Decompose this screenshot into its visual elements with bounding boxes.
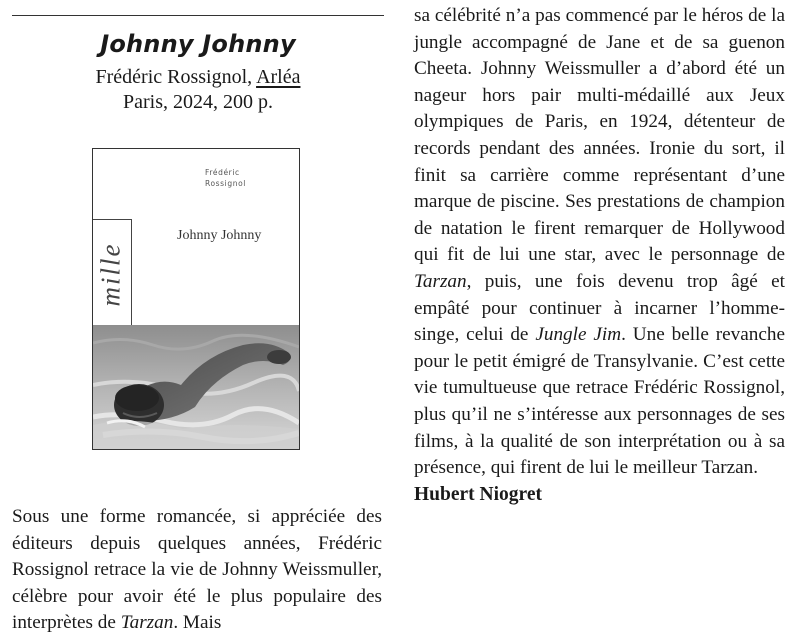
text-run: . Mais <box>173 612 222 634</box>
book-cover <box>92 148 300 450</box>
cover-series-label: mille <box>95 242 126 306</box>
swimmer-photo <box>93 325 299 449</box>
top-rule <box>12 15 384 16</box>
review-signature: Hubert Niogret <box>414 483 542 505</box>
italic-title: Jungle Jim <box>535 324 622 346</box>
cover-title: Johnny Johnny <box>177 228 262 243</box>
publisher-link[interactable]: Arléa <box>256 66 301 88</box>
review-body-left <box>12 504 382 637</box>
text-run: sa célébrité n’a pas commencé par le héros de la jungle accompagné de Jane et de sa guenon Cheeta. Johnny Weissmuller a d’abord été un nageur hors pair multi-médaillé aux Jeux olympiques de Paris, en 1924, détenteur de records pendant des années. Ironie du sort, il finit sa carrière comme représentant d’une marque de piscine. Ses prestations de champion de natation le firent remarquer de Hollywood qui fit de lui une star, avec le personnage de <box>414 5 785 266</box>
book-author-publisher <box>12 65 384 90</box>
text-run: . Une belle revanche pour le petit émigré de Transylvanie. C’est cette vie tumultueuse que retrace Frédéric Rossignol, plus qu’il ne s’intéresse aux personnages de ses films, à la qualité de son interprétation ou à sa présence, qui firent de lui le meilleur Tarzan. <box>414 324 785 479</box>
text-run: Sous une forme romancée, si appréciée des éditeurs depuis quelques années, Frédéric Rossignol retrace la vie de Johnny Weissmuller, célèbre pour avoir été le plus populaire des interprètes de <box>12 506 382 634</box>
cover-author-first: Frédéric <box>205 168 240 177</box>
book-title: Johnny Johnny <box>100 30 296 58</box>
cover-author-last: Rossignol <box>205 179 246 188</box>
review-body-right <box>414 3 785 508</box>
italic-title: Tarzan <box>414 270 467 292</box>
italic-title: Tarzan <box>120 612 174 634</box>
book-author: Frédéric Rossignol <box>95 66 248 88</box>
cover-author <box>205 167 285 189</box>
publication-details: Paris, 2024, 200 p. <box>123 91 273 113</box>
text-run: , puis, une fois devenu trop âgé et empâté pour continuer à incarner l’homme-singe, celui de <box>414 270 785 346</box>
cover-series-tab <box>92 219 132 329</box>
separator: , <box>247 66 257 88</box>
